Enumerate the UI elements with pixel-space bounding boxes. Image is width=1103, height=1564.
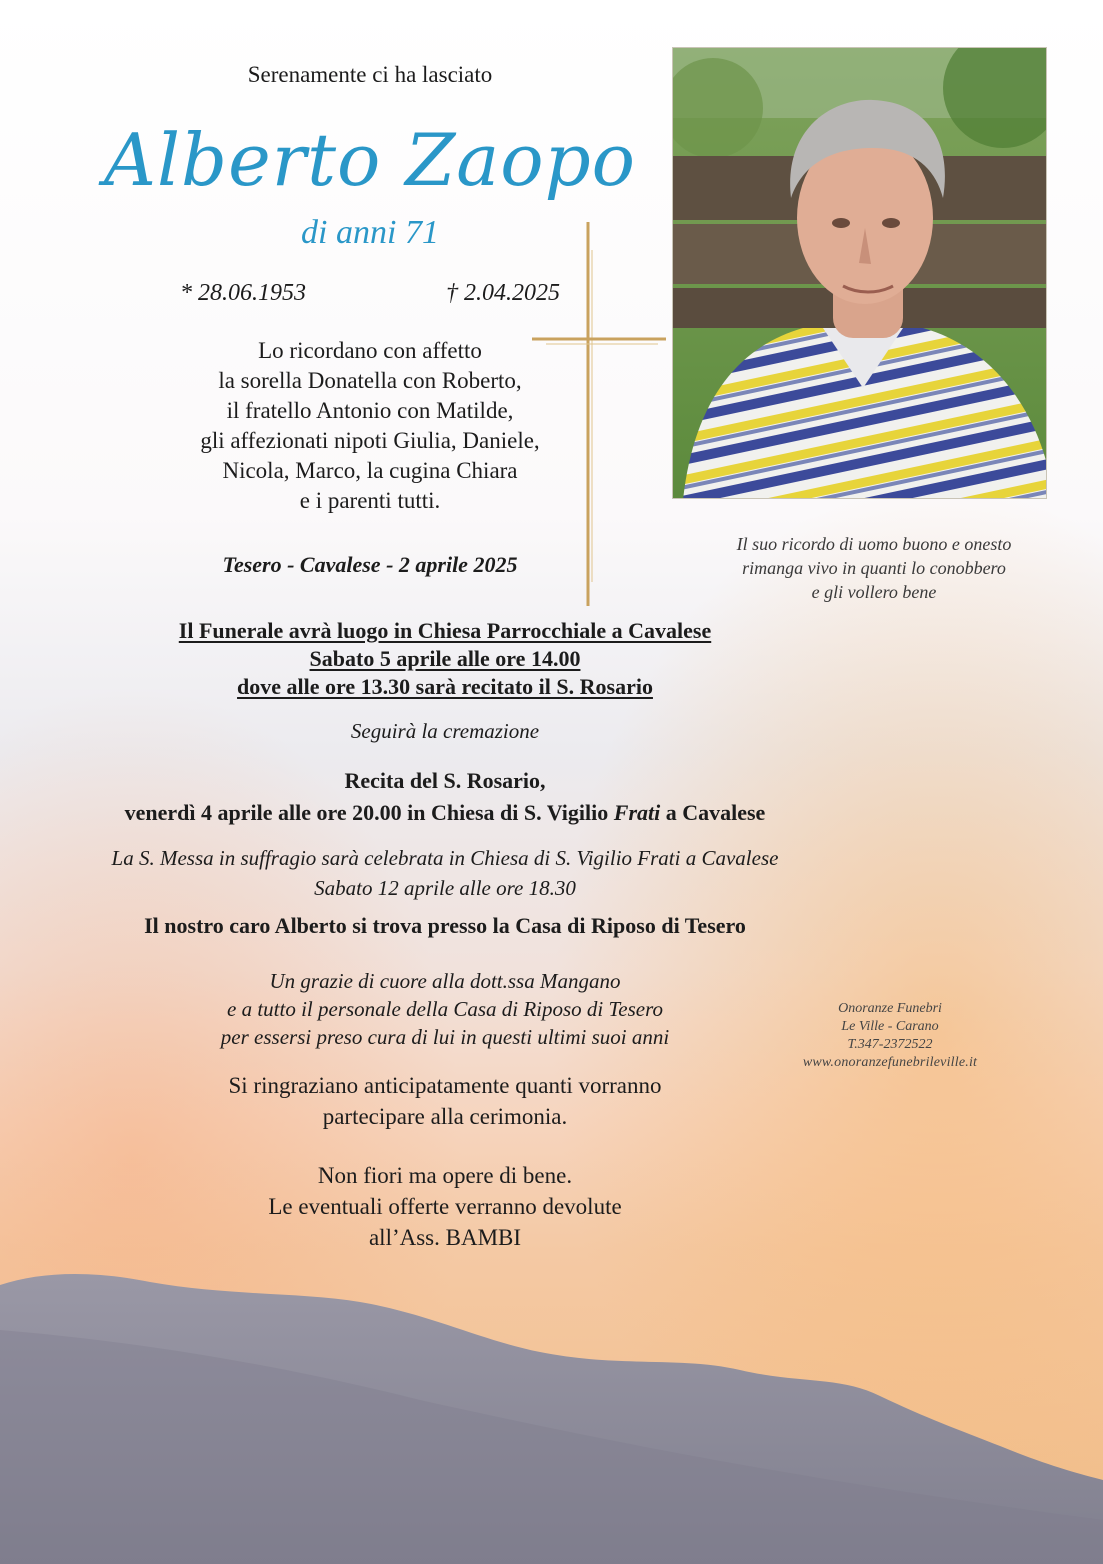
quote-line: rimanga vivo in quanti lo conobbero	[742, 558, 1006, 578]
mourners-list	[130, 336, 610, 516]
portrait-photo	[672, 47, 1047, 499]
death-date: † 2.04.2025	[446, 280, 560, 306]
age-text: di anni 71	[301, 214, 439, 251]
mourners-line: la sorella Donatella con Roberto,	[218, 368, 522, 393]
rosary-text-end: a Cavalese	[660, 800, 766, 825]
rosary-line2	[30, 797, 860, 829]
thanks-text	[110, 967, 780, 1051]
mass-line: Sabato 12 aprile alle ore 18.30	[314, 876, 576, 900]
place-date: Tesero - Cavalese - 2 aprile 2025	[222, 552, 518, 577]
funeral-agency	[760, 1000, 1020, 1072]
invitation-text	[140, 1070, 750, 1132]
intro-text: Serenamente ci ha lasciato	[247, 62, 493, 87]
agency-location: Le Ville - Carano	[841, 1019, 939, 1034]
thanks-line: per essersi preso cura di lui in questi ultimi suoi anni	[220, 1025, 670, 1049]
funeral-line: Sabato 5 aprile alle ore 14.00	[309, 646, 581, 671]
quote-line: Il suo ricordo di uomo buono e onesto	[736, 534, 1012, 554]
donation-line: all’Ass. BAMBI	[368, 1225, 522, 1250]
agency-phone: T.347-2372522	[847, 1037, 933, 1052]
invite-line: partecipare alla cerimonia.	[322, 1104, 568, 1129]
funeral-info	[60, 617, 830, 701]
agency-name: Onoranze Funebri	[838, 1001, 942, 1016]
rosary-info	[30, 765, 860, 829]
rosary-line1: Recita del S. Rosario,	[344, 768, 546, 793]
birth-date: * 28.06.1953	[180, 280, 306, 306]
rosary-text: venerdì 4 aprile alle ore 20.00 in Chiesa di S. Vigilio	[124, 800, 614, 825]
rosary-frati: Frati	[613, 800, 661, 825]
mass-line: La S. Messa in suffragio sarà celebrata in Chiesa di S. Vigilio Frati a Cavalese	[111, 846, 779, 870]
mourners-line: e i parenti tutti.	[299, 488, 441, 513]
mourners-line: gli affezionati nipoti Giulia, Daniele,	[200, 428, 540, 453]
deceased-name: Alberto Zaopo	[103, 118, 637, 202]
memorial-quote	[668, 532, 1080, 604]
agency-website: www.onoranzefunebrileville.it	[802, 1055, 978, 1070]
cremation-note: Seguirà la cremazione	[350, 719, 540, 743]
quote-line: e gli vollero bene	[811, 582, 937, 602]
life-dates	[180, 280, 560, 307]
donation-note	[140, 1160, 750, 1253]
funeral-line: dove alle ore 13.30 sarà recitato il S. Rosario	[237, 674, 653, 699]
thanks-line: e a tutto il personale della Casa di Riposo di Tesero	[227, 997, 663, 1021]
mourners-line: il fratello Antonio con Matilde,	[226, 398, 514, 423]
mass-info	[20, 843, 870, 903]
location-info: Il nostro caro Alberto si trova presso la Casa di Riposo di Tesero	[144, 913, 746, 938]
mourners-line: Lo ricordano con affetto	[258, 338, 482, 363]
donation-line: Le eventuali offerte verranno devolute	[268, 1194, 622, 1219]
funeral-line: Il Funerale avrà luogo in Chiesa Parrocchiale a Cavalese	[178, 618, 712, 643]
thanks-line: Un grazie di cuore alla dott.ssa Mangano	[269, 969, 621, 993]
donation-line: Non fiori ma opere di bene.	[317, 1163, 573, 1188]
invite-line: Si ringraziano anticipatamente quanti vorranno	[228, 1073, 662, 1098]
mourners-line: Nicola, Marco, la cugina Chiara	[222, 458, 518, 483]
